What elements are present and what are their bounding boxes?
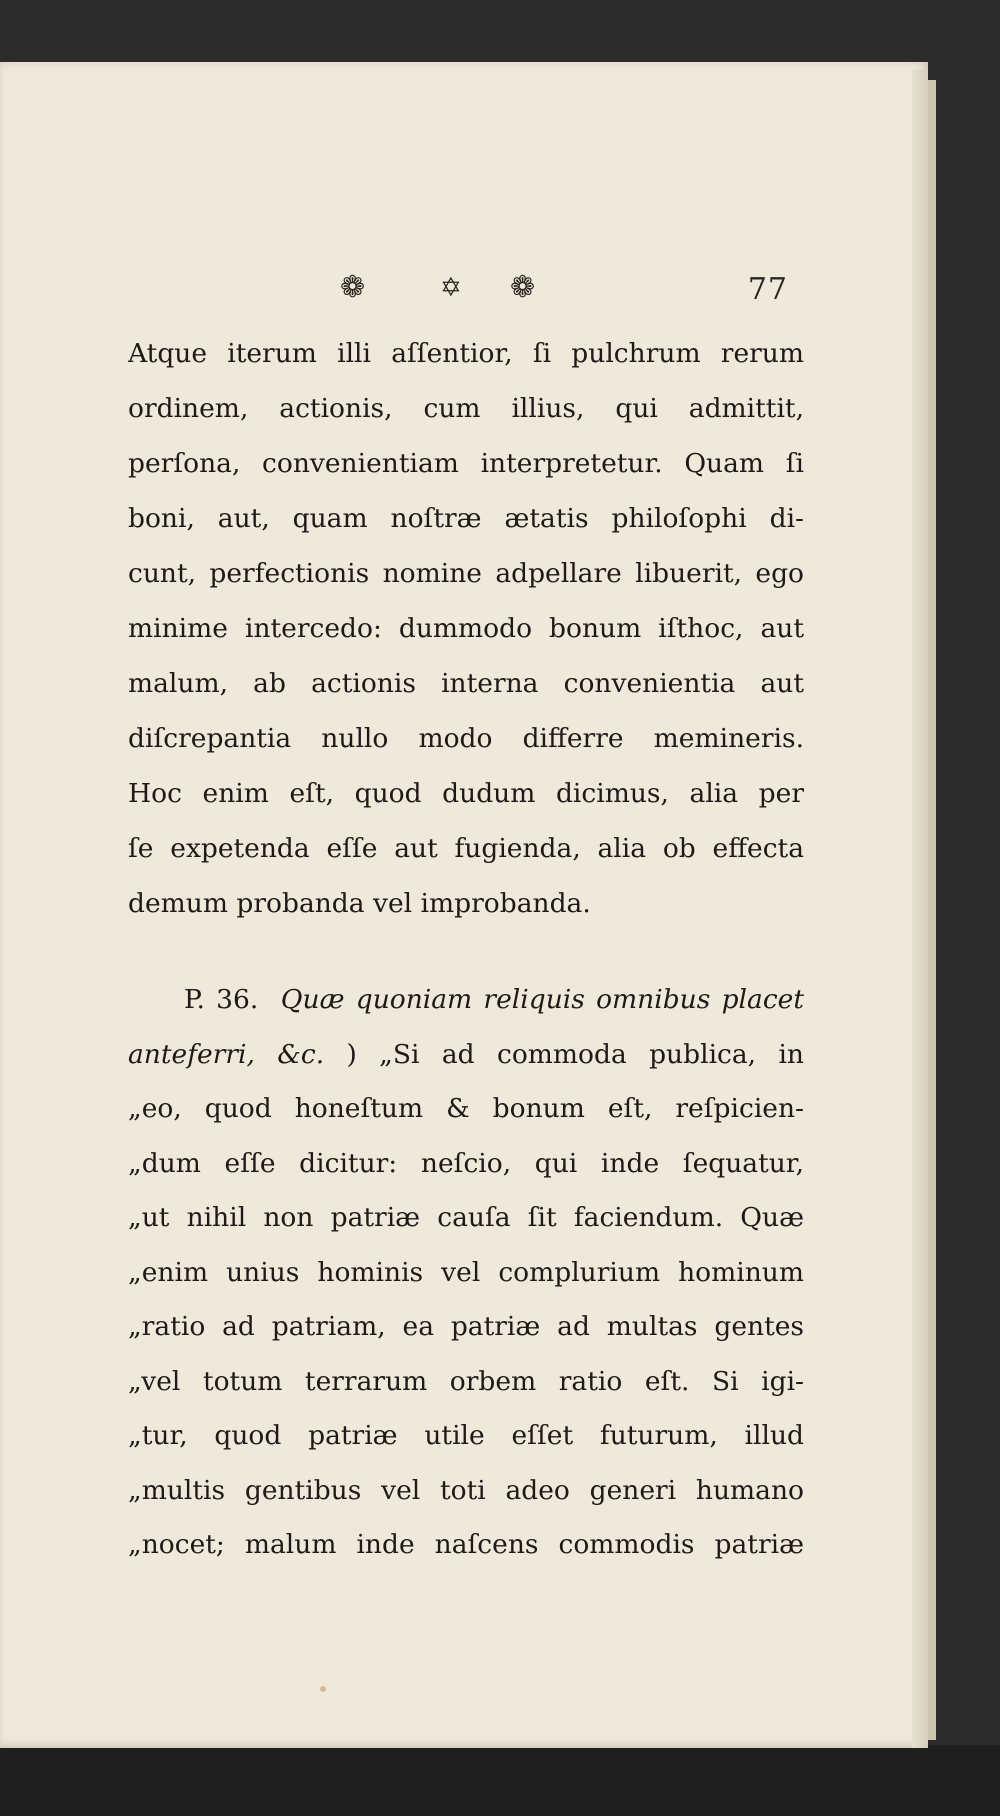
- text-line: demum probanda vel improbanda.: [128, 888, 591, 919]
- text-line: diſcrepantia nullo modo differre memineris.: [128, 723, 804, 754]
- text-line: minime intercedo: dummodo bonum iſthoc, aut: [128, 613, 804, 644]
- note-line: „multis gentibus vel toti adeo generi humano: [128, 1474, 804, 1506]
- text-line: malum, ab actionis interna convenientia aut: [128, 668, 804, 699]
- note-reference-line: [128, 973, 804, 1028]
- page-edge-shadow: [912, 70, 928, 1748]
- text-line: Atque iterum illi aſſentior, ſi pulchrum rerum: [128, 338, 804, 369]
- text-line: cunt, perfectionis nomine adpellare libuerit, ego: [128, 558, 804, 589]
- running-head: [340, 268, 800, 308]
- note-line: „vel totum terrarum orbem ratio eſt. Si igi-: [128, 1365, 804, 1397]
- note-line: „ut nihil non patriæ cauſa ſit faciendum. Quæ: [128, 1202, 804, 1233]
- note-quote-start: Quæ quoniam reliquis omnibus placet: [280, 984, 804, 1015]
- note-quote-end: anteferri, &c.: [128, 1038, 325, 1070]
- note-line: „eo, quod honeſtum & bonum eſt, reſpicien-: [128, 1093, 804, 1124]
- commentary-note: [128, 973, 804, 1573]
- book-page-stack: [928, 80, 936, 1740]
- ornament-left-icon: ❁: [340, 270, 366, 305]
- text-line: ordinem, actionis, cum illius, qui admittit,: [128, 393, 804, 424]
- backdrop: [0, 1745, 1000, 1816]
- note-line: „ratio ad patriam, ea patriæ ad multas gentes: [128, 1311, 804, 1342]
- note-line: „enim unius hominis vel complurium hominum: [128, 1256, 804, 1288]
- text-line: ſe expetenda eſſe aut fugienda, alia ob effecta: [128, 833, 804, 864]
- text-line: Hoc enim eſt, quod dudum dicimus, alia per: [128, 778, 804, 809]
- note-reference-label: P. 36.: [184, 984, 259, 1015]
- text-line: boni, aut, quam noſtræ ætatis philoſophi di-: [128, 503, 804, 534]
- ornament-right-icon: ❁: [510, 270, 536, 305]
- note-line-text: ) „Si ad commoda publica, in: [346, 1038, 804, 1070]
- note-line: [128, 1028, 804, 1083]
- text-line: perſona, convenientiam interpretetur. Quam ſi: [128, 448, 804, 479]
- page-number: 77: [747, 272, 788, 307]
- main-text: [128, 326, 804, 1573]
- ornament-star-icon: ✡: [440, 273, 462, 303]
- note-line: „nocet; malum inde naſcens commodis patriæ: [128, 1529, 804, 1560]
- note-line: „tur, quod patriæ utile eſſet futurum, illud: [128, 1420, 804, 1451]
- note-line: „dum eſſe dicitur: neſcio, qui inde ſequatur,: [128, 1147, 804, 1179]
- paper-stain: [320, 1686, 326, 1692]
